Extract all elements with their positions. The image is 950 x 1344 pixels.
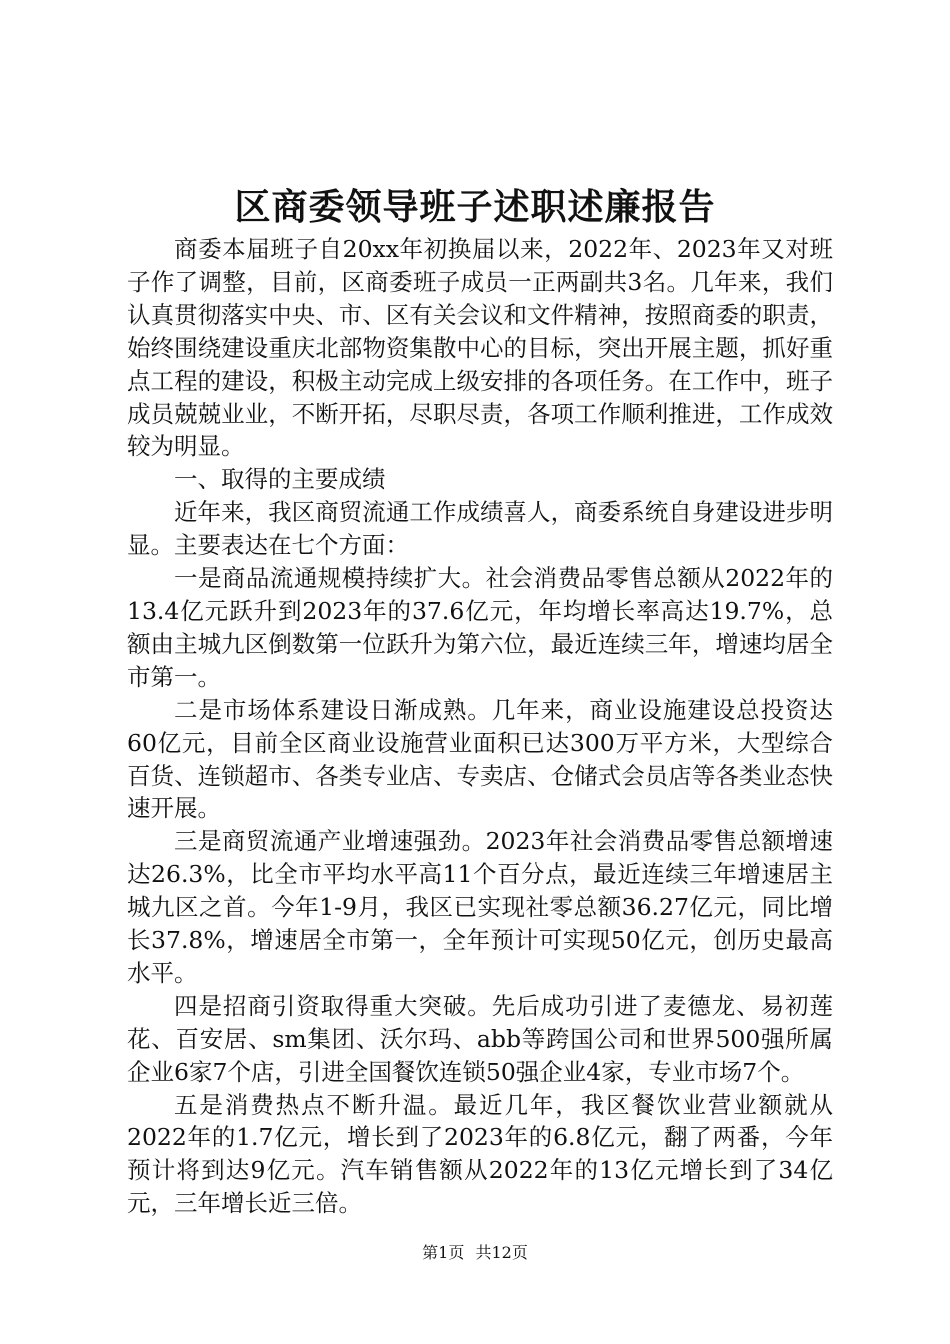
paragraph-point-2: 二是市场体系建设日渐成熟。几年来，商业设施建设总投资达60亿元，目前全区商业设施营业面积已达300万平方米，大型综合百货、连锁超市、各类专业店、专卖店、仓储式会员店等各类业态快速开展。 xyxy=(127,695,833,823)
paragraph-point-3: 三是商贸流通产业增速强劲。2023年社会消费品零售总额增速达26.3%，比全市平均水平高11个百分点，最近连续三年增速居主城九区之首。今年1-9月，我区已实现社零总额36.27亿元，同比增长37.8%，增速居全市第一，全年预计可实现50亿元，创历史最高水平。 xyxy=(127,827,833,987)
document-title: 区商委领导班子述职述廉报告 xyxy=(234,186,716,228)
page-footer xyxy=(0,1242,950,1264)
paragraph-point-5: 五是消费热点不断升温。最近几年，我区餐饮业营业额就从2022年的1.7亿元，增长到了2023年的6.8亿元，翻了两番，今年预计将到达9亿元。汽车销售额从2022年的13亿元增长到了34亿元，三年增长近三倍。 xyxy=(127,1090,833,1218)
paragraph-intro: 商委本届班子自20xx年初换届以来，2022年、2023年又对班子作了调整，目前，区商委班子成员一正两副共3名。几年来，我们认真贯彻落实中央、市、区有关会议和文件精神，按照商委的职责，始终围绕建设重庆北部物资集散中心的目标，突出开展主题，抓好重点工程的建设，积极主动完成上级安排的各项任务。在工作中，班子成员兢兢业业，不断开拓，尽职尽责，各项工作顺利推进，工作成效较为明显。 xyxy=(127,235,833,461)
section-heading: 一、取得的主要成绩 xyxy=(174,465,386,494)
document-body xyxy=(127,233,833,1220)
page-number-total: 共12页 xyxy=(475,1243,528,1262)
paragraph-point-4: 四是招商引资取得重大突破。先后成功引进了麦德龙、易初莲花、百安居、sm集团、沃尔玛、abb等跨国公司和世界500强所属企业6家7个店，引进全国餐饮连锁50强企业4家，专业市场7个。 xyxy=(127,991,833,1086)
paragraph-point-1: 一是商品流通规模持续扩大。社会消费品零售总额从2022年的13.4亿元跃升到2023年的37.6亿元，年均增长率高达19.7%，总额由主城九区倒数第一位跃升为第六位，最近连续三年，增速均居全市第一。 xyxy=(127,564,833,691)
paragraph-summary: 近年来，我区商贸流通工作成绩喜人，商委系统自身建设进步明显。主要表达在七个方面： xyxy=(127,498,833,560)
page-number-current: 第1页 xyxy=(422,1243,465,1262)
